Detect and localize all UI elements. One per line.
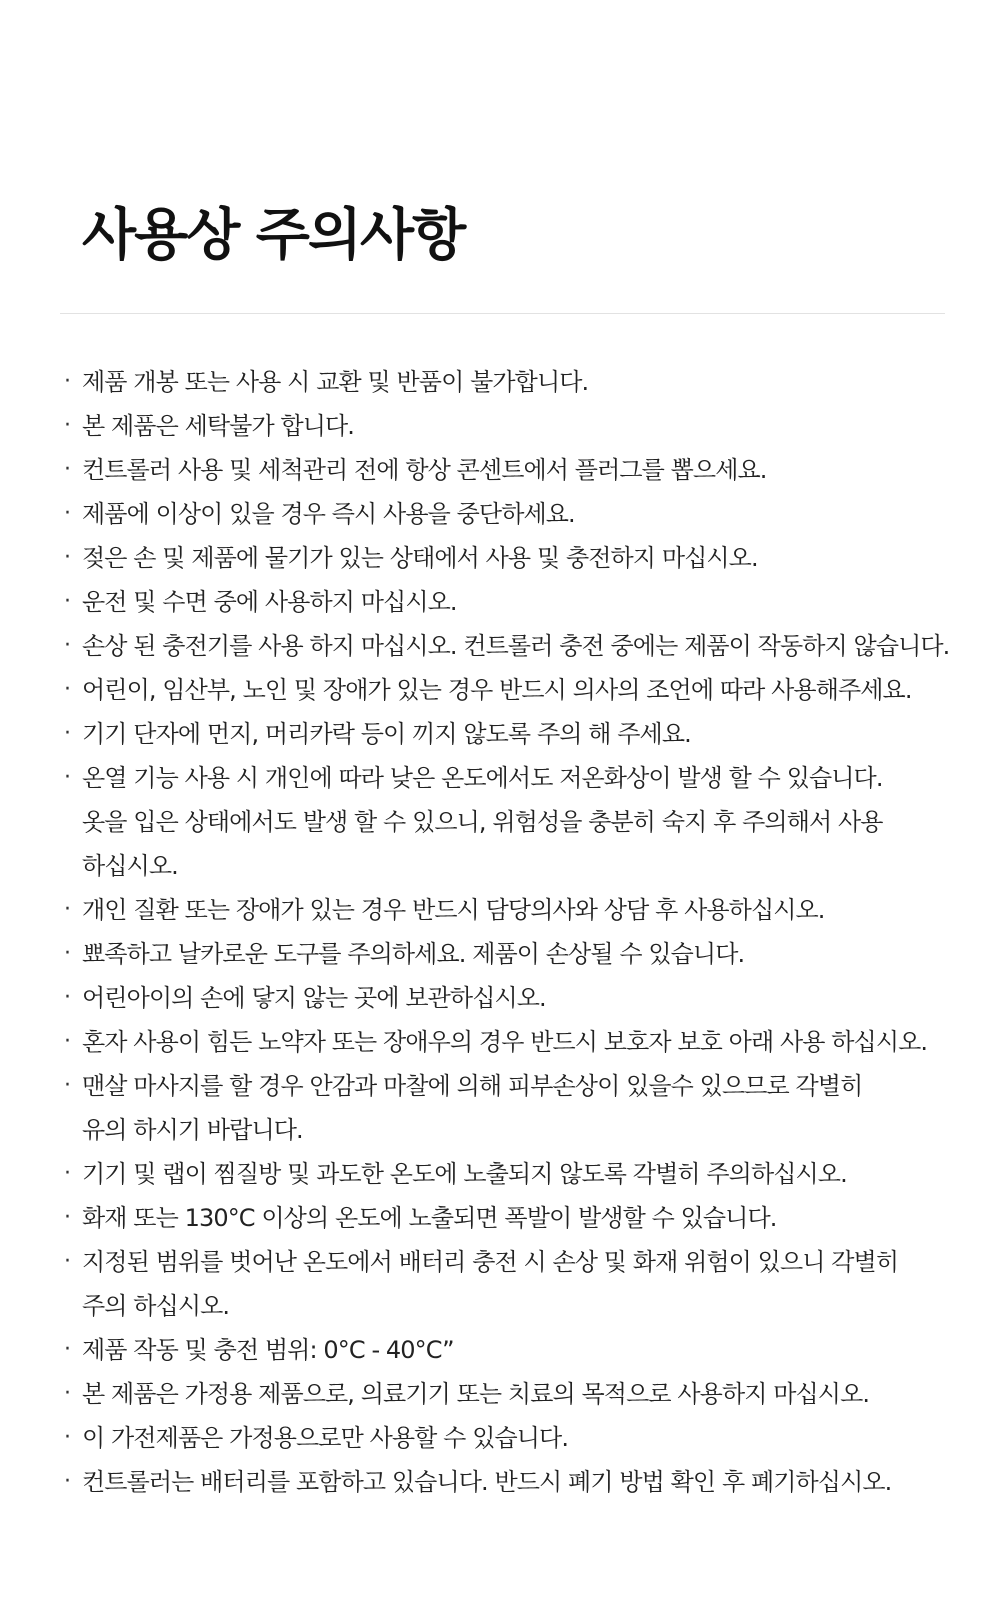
precaution-item xyxy=(60,1064,960,1152)
precaution-item xyxy=(60,360,960,404)
precaution-item xyxy=(60,448,960,492)
title-divider xyxy=(60,313,945,314)
bullet-mark: · xyxy=(64,765,71,790)
bullet-mark: · xyxy=(64,1381,71,1406)
bullet-mark: · xyxy=(64,1337,71,1362)
precaution-text: 개인 질환 또는 장애가 있는 경우 반드시 담당의사와 상담 후 사용하십시오. xyxy=(82,896,825,924)
precaution-text: 어린이, 임산부, 노인 및 장애가 있는 경우 반드시 의사의 조언에 따라 사용해주세요. xyxy=(82,676,912,704)
bullet-mark: · xyxy=(64,1029,71,1054)
precautions-list xyxy=(60,360,960,1504)
precaution-item xyxy=(60,492,960,536)
precaution-text: 온열 기능 사용 시 개인에 따라 낮은 온도에서도 저온화상이 발생 할 수 있습니다. 옷을 입은 상태에서도 발생 할 수 있으니, 위험성을 충분히 숙지 후 주의해서 사용 하십시오. xyxy=(82,764,883,880)
precaution-item xyxy=(60,536,960,580)
precaution-text: 운전 및 수면 중에 사용하지 마십시오. xyxy=(82,588,457,616)
precaution-item xyxy=(60,756,960,888)
precaution-text: 기기 단자에 먼지, 머리카락 등이 끼지 않도록 주의 해 주세요. xyxy=(82,720,691,748)
precaution-text: 손상 된 충전기를 사용 하지 마십시오. 컨트롤러 충전 중에는 제품이 작동하지 않습니다. xyxy=(82,632,950,660)
precaution-item xyxy=(60,1416,960,1460)
bullet-mark: · xyxy=(64,457,71,482)
precaution-text: 컨트롤러 사용 및 세척관리 전에 항상 콘센트에서 플러그를 뽑으세요. xyxy=(82,456,767,484)
bullet-mark: · xyxy=(64,897,71,922)
precaution-item xyxy=(60,668,960,712)
precaution-text: 젖은 손 및 제품에 물기가 있는 상태에서 사용 및 충전하지 마십시오. xyxy=(82,544,758,572)
bullet-mark: · xyxy=(64,1205,71,1230)
bullet-mark: · xyxy=(64,721,71,746)
bullet-mark: · xyxy=(64,413,71,438)
bullet-mark: · xyxy=(64,633,71,658)
precaution-text: 제품 작동 및 충전 범위: 0°C - 40°C” xyxy=(82,1336,454,1364)
bullet-mark: · xyxy=(64,545,71,570)
precaution-text: 혼자 사용이 힘든 노약자 또는 장애우의 경우 반드시 보호자 보호 아래 사용 하십시오. xyxy=(82,1028,928,1056)
bullet-mark: · xyxy=(64,1469,71,1494)
bullet-mark: · xyxy=(64,369,71,394)
precaution-item xyxy=(60,1196,960,1240)
page-title: 사용상 주의사항 xyxy=(82,203,465,268)
bullet-mark: · xyxy=(64,677,71,702)
precaution-item xyxy=(60,712,960,756)
precaution-text: 화재 또는 130°C 이상의 온도에 노출되면 폭발이 발생할 수 있습니다. xyxy=(82,1204,777,1232)
precaution-item xyxy=(60,1152,960,1196)
precaution-text: 제품 개봉 또는 사용 시 교환 및 반품이 불가합니다. xyxy=(82,368,589,396)
precaution-text: 지정된 범위를 벗어난 온도에서 배터리 충전 시 손상 및 화재 위험이 있으니 각별히 주의 하십시오. xyxy=(82,1248,899,1320)
bullet-mark: · xyxy=(64,1425,71,1450)
precaution-item xyxy=(60,888,960,932)
precaution-item xyxy=(60,1372,960,1416)
bullet-mark: · xyxy=(64,501,71,526)
bullet-mark: · xyxy=(64,589,71,614)
precaution-item xyxy=(60,932,960,976)
precaution-item xyxy=(60,1460,960,1504)
precaution-text: 어린아이의 손에 닿지 않는 곳에 보관하십시오. xyxy=(82,984,546,1012)
bullet-mark: · xyxy=(64,1161,71,1186)
bullet-mark: · xyxy=(64,1249,71,1274)
precaution-text: 제품에 이상이 있을 경우 즉시 사용을 중단하세요. xyxy=(82,500,575,528)
precaution-item xyxy=(60,1328,960,1372)
precaution-text: 본 제품은 가정용 제품으로, 의료기기 또는 치료의 목적으로 사용하지 마십시오. xyxy=(82,1380,870,1408)
precaution-item xyxy=(60,1240,960,1328)
precaution-item xyxy=(60,624,960,668)
precaution-item xyxy=(60,976,960,1020)
precaution-text: 본 제품은 세탁불가 합니다. xyxy=(82,412,355,440)
precaution-item xyxy=(60,404,960,448)
precaution-text: 뾰족하고 날카로운 도구를 주의하세요. 제품이 손상될 수 있습니다. xyxy=(82,940,745,968)
bullet-mark: · xyxy=(64,941,71,966)
bullet-mark: · xyxy=(64,985,71,1010)
precaution-text: 이 가전제품은 가정용으로만 사용할 수 있습니다. xyxy=(82,1424,569,1452)
bullet-mark: · xyxy=(64,1073,71,1098)
precaution-text: 맨살 마사지를 할 경우 안감과 마찰에 의해 피부손상이 있을수 있으므로 각별히 유의 하시기 바랍니다. xyxy=(82,1072,863,1144)
precaution-item xyxy=(60,580,960,624)
precaution-item xyxy=(60,1020,960,1064)
precaution-text: 컨트롤러는 배터리를 포함하고 있습니다. 반드시 폐기 방법 확인 후 폐기하십시오. xyxy=(82,1468,892,1496)
precaution-text: 기기 및 랩이 찜질방 및 과도한 온도에 노출되지 않도록 각별히 주의하십시오. xyxy=(82,1160,847,1188)
